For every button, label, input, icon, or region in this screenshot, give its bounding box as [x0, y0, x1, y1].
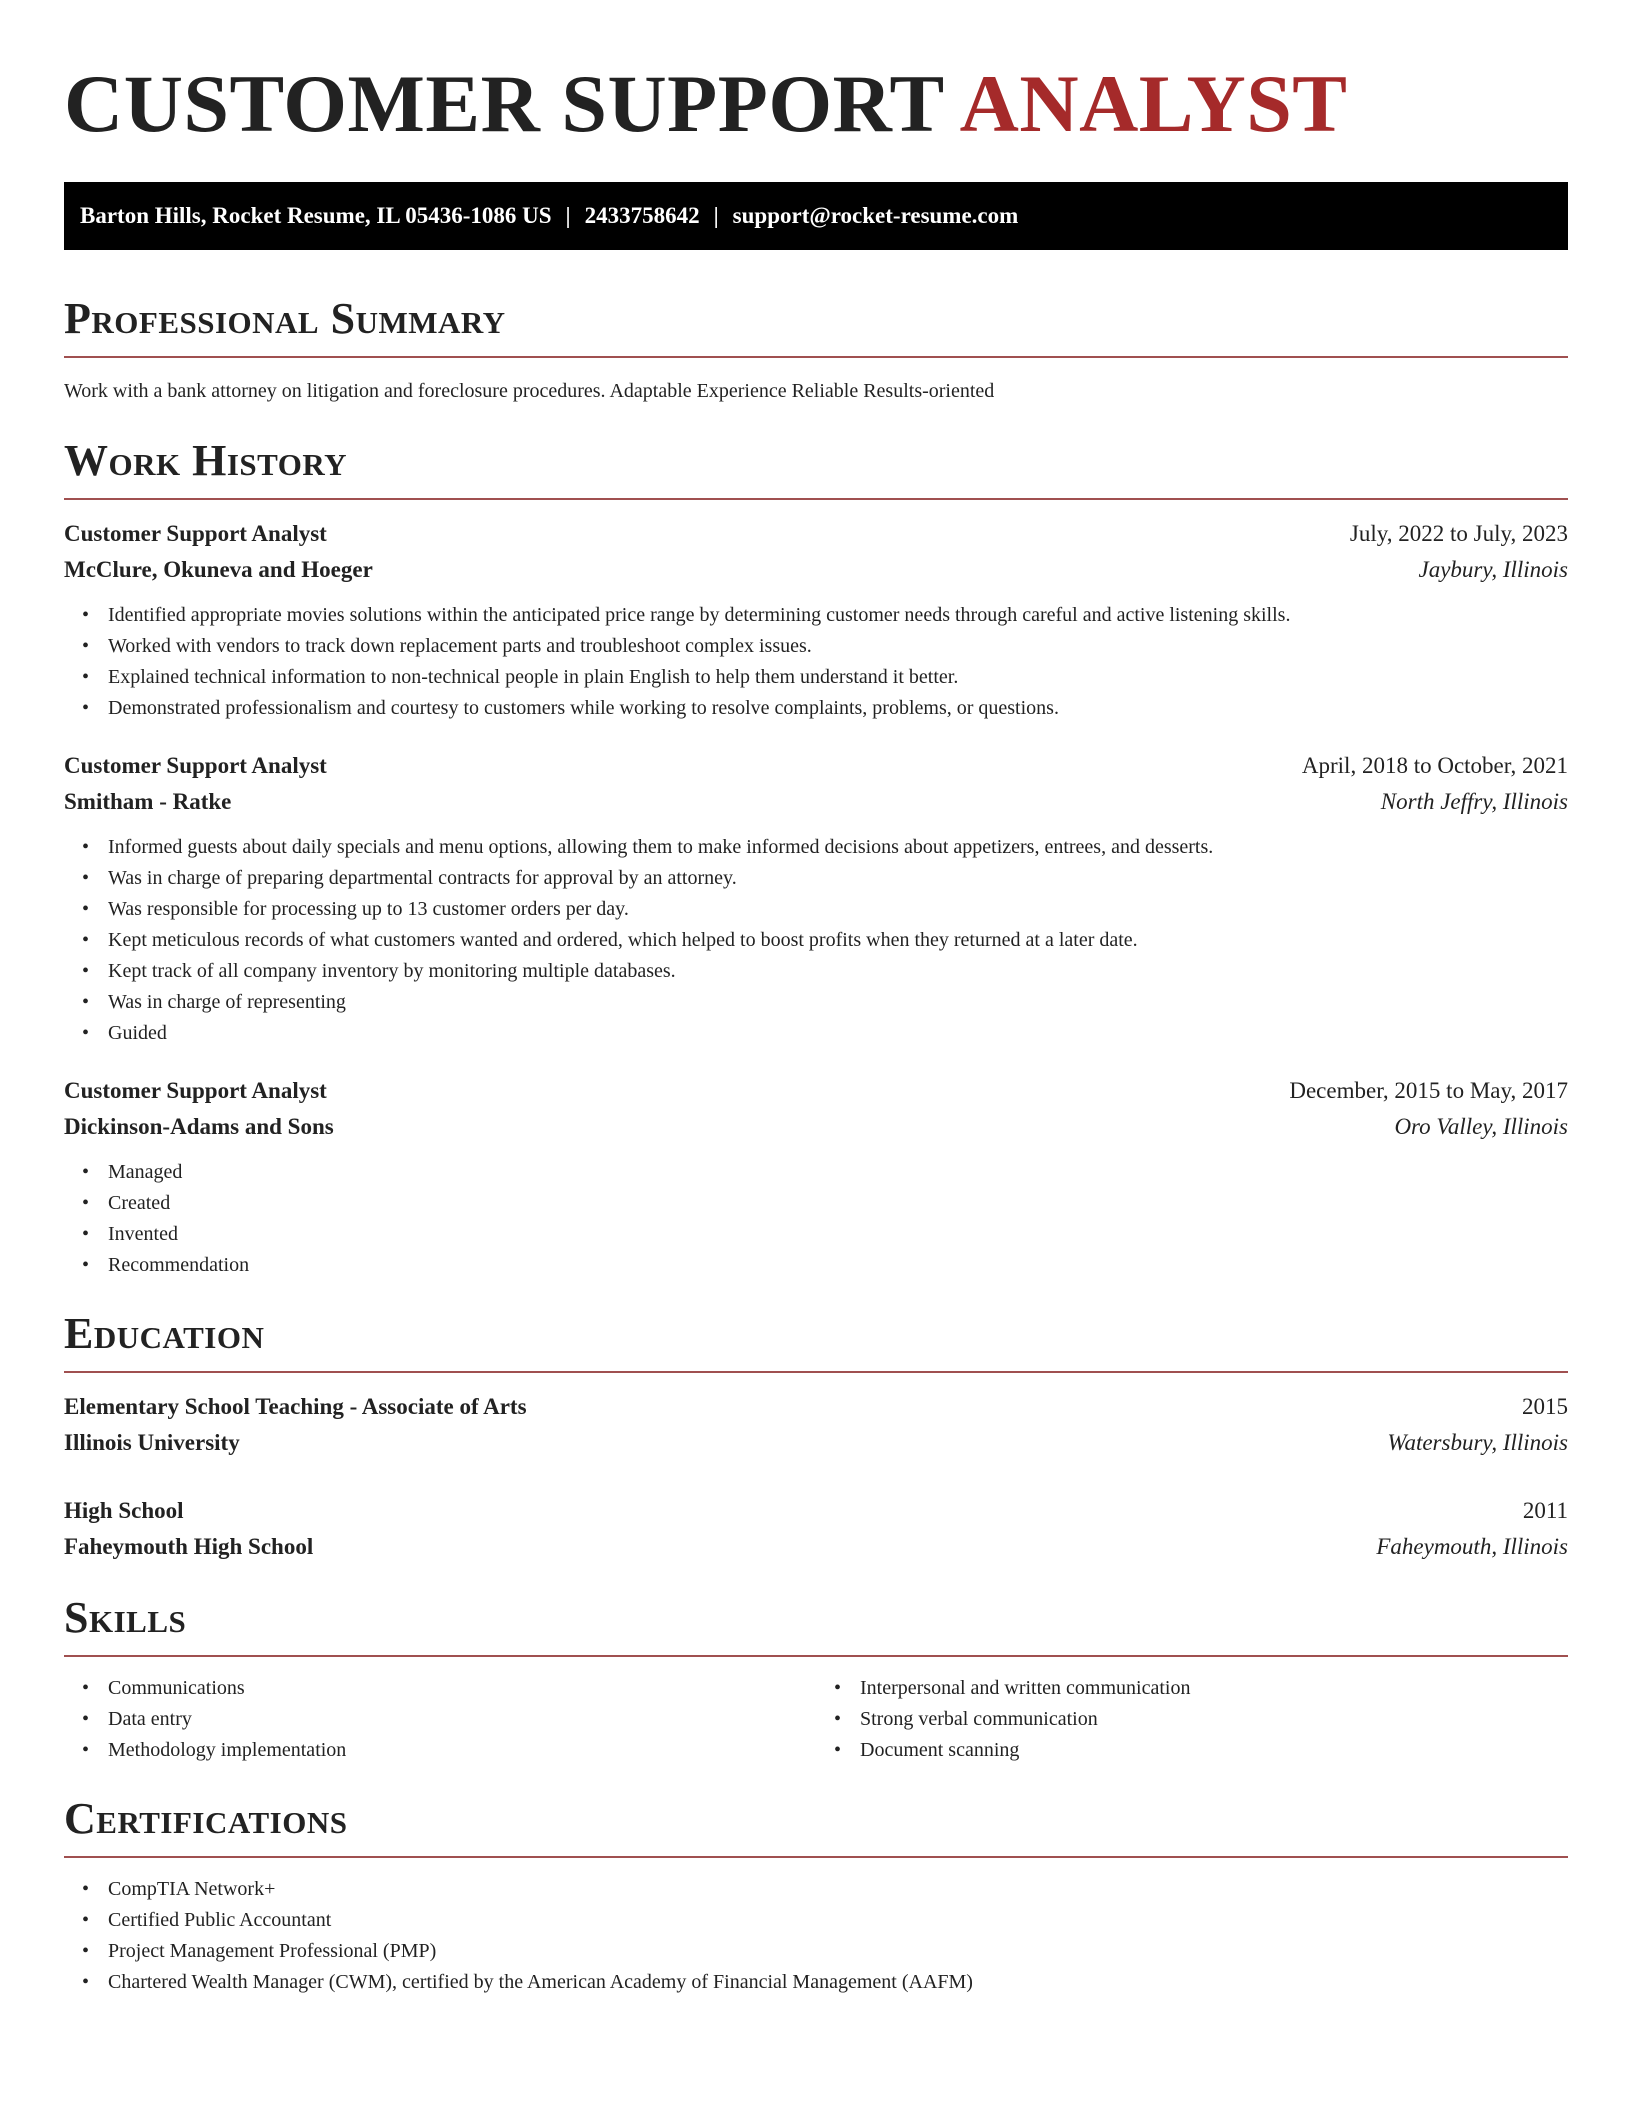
school-location: Watersbury, Illinois [1387, 1430, 1568, 1455]
job-company: Dickinson-Adams and Sons [64, 1114, 334, 1139]
section-heading-work-history: Work History [64, 436, 348, 485]
certification-item: • Chartered Wealth Manager (CWM), certified by the American Academy of Financial Management (AAFM) [108, 1967, 1568, 1998]
skill-item: • Data entry [108, 1704, 816, 1735]
job-company: Smitham - Ratke [64, 789, 232, 814]
skill-item: • Communications [108, 1673, 816, 1704]
section-heading-skills: Skills [64, 1593, 187, 1642]
section-divider [64, 498, 1568, 500]
contact-phone: 2433758642 [584, 203, 700, 228]
list-item: • Recommendation [108, 1250, 1568, 1281]
list-item: • Kept meticulous records of what customers wanted and ordered, which helped to boost profits when they returned at a later date. [108, 925, 1568, 956]
degree-row [64, 1389, 1568, 1425]
list-item: • Informed guests about daily specials and menu options, allowing them to make informed decisions about appetizers, entrees, and desserts. [108, 832, 1568, 863]
job-duties-list [64, 600, 1568, 724]
job-entry [64, 748, 1568, 1049]
list-item: • Worked with vendors to track down replacement parts and troubleshoot complex issues. [108, 631, 1568, 662]
certification-item: • Certified Public Accountant [108, 1905, 1568, 1936]
skill-item: • Strong verbal communication [860, 1704, 1568, 1735]
certification-item: • Project Management Professional (PMP) [108, 1936, 1568, 1967]
job-company: McClure, Okuneva and Hoeger [64, 557, 373, 582]
list-item: • Created [108, 1188, 1568, 1219]
work-history-section [64, 434, 1568, 1281]
job-title: Customer Support Analyst [64, 1078, 327, 1103]
school-name: Illinois University [64, 1430, 240, 1455]
list-item: • Kept track of all company inventory by monitoring multiple databases. [108, 956, 1568, 987]
degree: Elementary School Teaching - Associate of Arts [64, 1394, 527, 1419]
title-main: CUSTOMER SUPPORT [64, 58, 944, 149]
education-section [64, 1307, 1568, 1565]
job-location: Jaybury, Illinois [1418, 557, 1568, 582]
job-duties-list [64, 1157, 1568, 1281]
skills-list-right [816, 1673, 1568, 1766]
job-location: Oro Valley, Illinois [1394, 1114, 1568, 1139]
degree-row [64, 1493, 1568, 1529]
job-dates: December, 2015 to May, 2017 [1289, 1078, 1568, 1103]
contact-bar [64, 182, 1568, 250]
job-entry [64, 516, 1568, 724]
section-heading-summary: Professional Summary [64, 294, 506, 343]
list-item: • Was responsible for processing up to 13 customer orders per day. [108, 894, 1568, 925]
list-item: • Guided [108, 1018, 1568, 1049]
contact-separator: | [565, 203, 571, 228]
contact-address: Barton Hills, Rocket Resume, IL 05436-1086 US [80, 203, 552, 228]
certifications-section [64, 1792, 1568, 1998]
certifications-list [64, 1874, 1568, 1998]
job-company-row [64, 784, 1568, 820]
skill-item: • Methodology implementation [108, 1735, 816, 1766]
skill-item: • Interpersonal and written communication [860, 1673, 1568, 1704]
contact-email[interactable]: support@rocket-resume.com [732, 203, 1019, 228]
job-title: Customer Support Analyst [64, 521, 327, 546]
section-divider [64, 356, 1568, 358]
list-item: • Managed [108, 1157, 1568, 1188]
title-accent: ANALYST [959, 58, 1348, 149]
school-row [64, 1425, 1568, 1461]
section-heading-certifications: Certifications [64, 1794, 348, 1843]
job-company-row [64, 1109, 1568, 1145]
resume-title [64, 0, 1568, 150]
list-item: • Was in charge of preparing departmental contracts for approval by an attorney. [108, 863, 1568, 894]
section-divider [64, 1655, 1568, 1657]
section-heading-education: Education [64, 1309, 265, 1358]
job-title-row [64, 748, 1568, 784]
list-item: • Was in charge of representing [108, 987, 1568, 1018]
job-location: North Jeffry, Illinois [1380, 789, 1568, 814]
job-title-row [64, 1073, 1568, 1109]
job-company-row [64, 552, 1568, 588]
job-dates: July, 2022 to July, 2023 [1349, 521, 1568, 546]
section-divider [64, 1856, 1568, 1858]
school-name: Faheymouth High School [64, 1534, 314, 1559]
education-entry [64, 1493, 1568, 1565]
list-item: • Invented [108, 1219, 1568, 1250]
school-row [64, 1529, 1568, 1565]
list-item: • Identified appropriate movies solutions within the anticipated price range by determining customer needs through careful and active listening skills. [108, 600, 1568, 631]
skill-item: • Document scanning [860, 1735, 1568, 1766]
graduation-year: 2011 [1522, 1498, 1568, 1523]
degree: High School [64, 1498, 184, 1523]
education-entry [64, 1389, 1568, 1461]
job-dates: April, 2018 to October, 2021 [1301, 753, 1568, 778]
job-duties-list [64, 832, 1568, 1049]
job-title-row [64, 516, 1568, 552]
skills-grid [64, 1673, 1568, 1766]
job-entry [64, 1073, 1568, 1281]
list-item: • Explained technical information to non-technical people in plain English to help them understand it better. [108, 662, 1568, 693]
summary-section [64, 292, 1568, 404]
contact-separator: | [713, 203, 719, 228]
list-item: • Demonstrated professionalism and courtesy to customers while working to resolve complaints, problems, or questions. [108, 693, 1568, 724]
section-divider [64, 1371, 1568, 1373]
certification-item: • CompTIA Network+ [108, 1874, 1568, 1905]
job-title: Customer Support Analyst [64, 753, 327, 778]
school-location: Faheymouth, Illinois [1376, 1534, 1568, 1559]
summary-text: Work with a bank attorney on litigation and foreclosure procedures. Adaptable Experience Reliable Results-oriented [64, 380, 995, 402]
skills-list-left [64, 1673, 816, 1766]
graduation-year: 2015 [1522, 1394, 1568, 1419]
skills-section [64, 1591, 1568, 1766]
